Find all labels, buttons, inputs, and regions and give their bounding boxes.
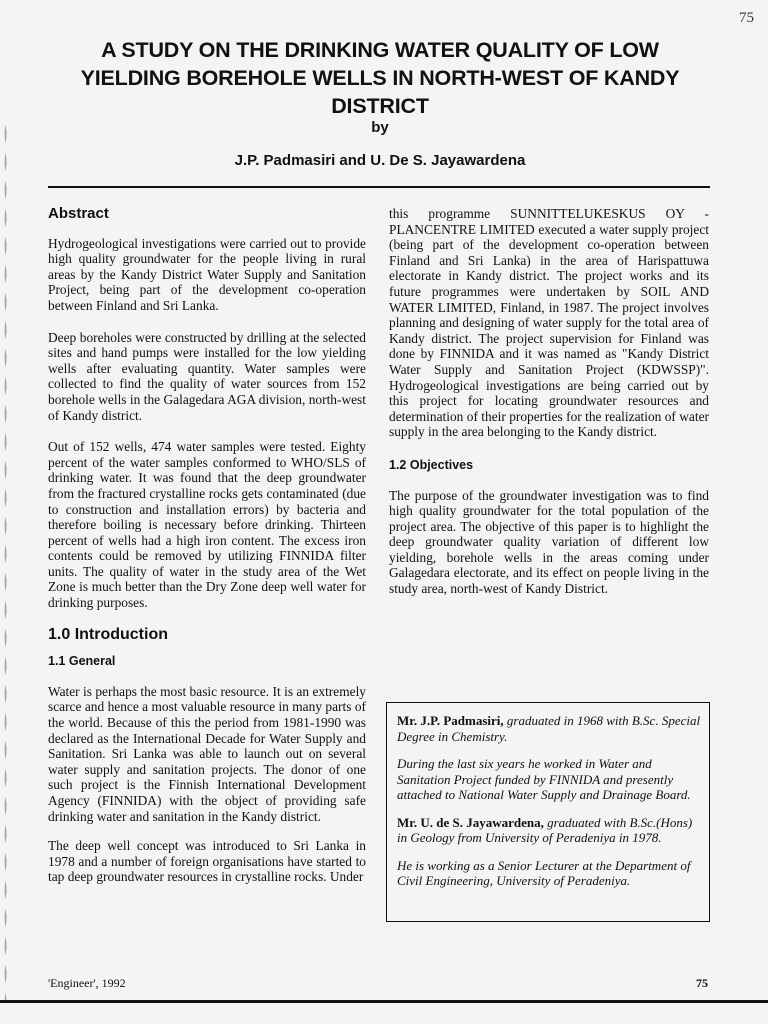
author-1-work: During the last six years he worked in Water and Sanitation Project funded by FINNIDA and presently attached to National Water Supply and Drainage Board. [397,756,691,802]
author-2-bio [397,815,701,846]
left-column [48,206,366,885]
author-1-degree: graduated in 1968 with B.Sc. Special Degree in Chemistry. [397,713,701,744]
continued-paragraph: this programme SUNNITTELUKESKUS OY - PLANCENTRE LIMITED executed a water supply project (being part of the development co-operation between Finland and Sri Lanka) in the area of Harispattuwa electorate in Kandy district. The project works and its future programmes were undertaken by SOIL AND WATER LIMITED, Finland, in 1987. The project involves planning and designing of water supply for the total area of Kandy district. The project supervision for Finland was done by FINNIDA and it was named as "Kandy District Water Supply and Sanitation Project (KDWSSP)". Hydrogeological investigations are being carried out by this project for locating groundwater resources and determination of their properties for the realization of water supply in the area belonging to the Kandy district. [389,206,709,440]
author-2-name: Mr. U. de S. Jayawardena, [397,814,544,830]
author-2-work: He is working as a Senior Lecturer at the Department of Civil Engineering, University of Peradeniya. [397,857,691,888]
abstract-paragraph-1: Hydrogeological investigations were carried out to provide high quality groundwater for the people living in rural areas by the Kandy District Water Supply and Sanitation Project, being part of the development co-operation between Finland and Sri Lanka. [48,235,366,313]
introduction-heading: 1.0 Introduction [48,625,168,643]
author-2-degree: graduated with B.Sc.(Hons) in Geology from University of Peradeniya in 1978. [397,814,693,845]
byline-by: by [371,119,389,136]
general-paragraph-2: The deep well concept was introduced to Sri Lanka in 1978 and a number of foreign organisations have started to tap deep groundwater resources in crystalline rocks. Under [48,838,366,885]
general-heading: 1.1 General [48,654,116,669]
footer-page-number: 75 [696,976,708,990]
scan-margin-marks [4,120,7,1000]
abstract-paragraph-2: Deep boreholes were constructed by drilling at the selected sites and hand pumps were installed for the low yielding wells after evaluating quantity. Water samples were collected to find the quality of water sources from 152 borehole wells in the Galagedara AGA division, north-west of Kandy district. [48,329,366,423]
author-bio-box [386,702,710,922]
author-1-name: Mr. J.P. Padmasiri, [397,713,504,728]
abstract-paragraph-3: Out of 152 wells, 474 water samples were tested. Eighty percent of the water samples conformed to WHO/SLS of drinking water. It was found that the deep groundwater from the fractured crystalline rocks gets contaminated (due to construction and installation errors) by bacteria and therefore boiling is necessary before drinking. Thirteen percent of wells had a high iron content. The excess iron contents could be removed by utilizing FINNIDA filter units. The quality of water in the study area of the Wet Zone is much better than the Dry Zone deep well water for drinking purposes. [48,439,366,611]
objectives-paragraph: The purpose of the groundwater investigation was to find high quality groundwater for the total population of the project area. The objective of this paper is to highlight the deep groundwater quality variation of different low yielding, borehole wells in the areas coming under Galagedara electorate, and its effect on people living in the study area, north-west of Kandy District. [389,487,709,597]
author-1-bio [397,713,701,744]
abstract-heading: Abstract [48,205,109,222]
corner-page-number: 75 [739,10,754,26]
bottom-rule [0,1000,768,1003]
objectives-heading: 1.2 Objectives [389,457,474,472]
paper-title: A STUDY ON THE DRINKING WATER QUALITY OF LOW YIELDING BOREHOLE WELLS IN NORTH-WEST OF KANDY DISTRICT [80,38,680,118]
general-paragraph-1: Water is perhaps the most basic resource. It is an extremely scarce and hence a most valuable resource in many parts of the world. Because of this the period from 1981-1990 was declared as the International Decade for Water Supply and Sanitation. Sri Lanka was able to launch out on several water supply and sanitation projects. The donor of one such project is the Finnish International Development Agency (FINNIDA) with the object of providing safe drinking water and sanitation in the Kandy district. [48,683,366,824]
footer-journal: 'Engineer', 1992 [48,976,126,990]
title-divider [48,186,710,188]
authors: J.P. Padmasiri and U. De S. Jayawardena [234,152,526,169]
right-column [389,206,709,597]
